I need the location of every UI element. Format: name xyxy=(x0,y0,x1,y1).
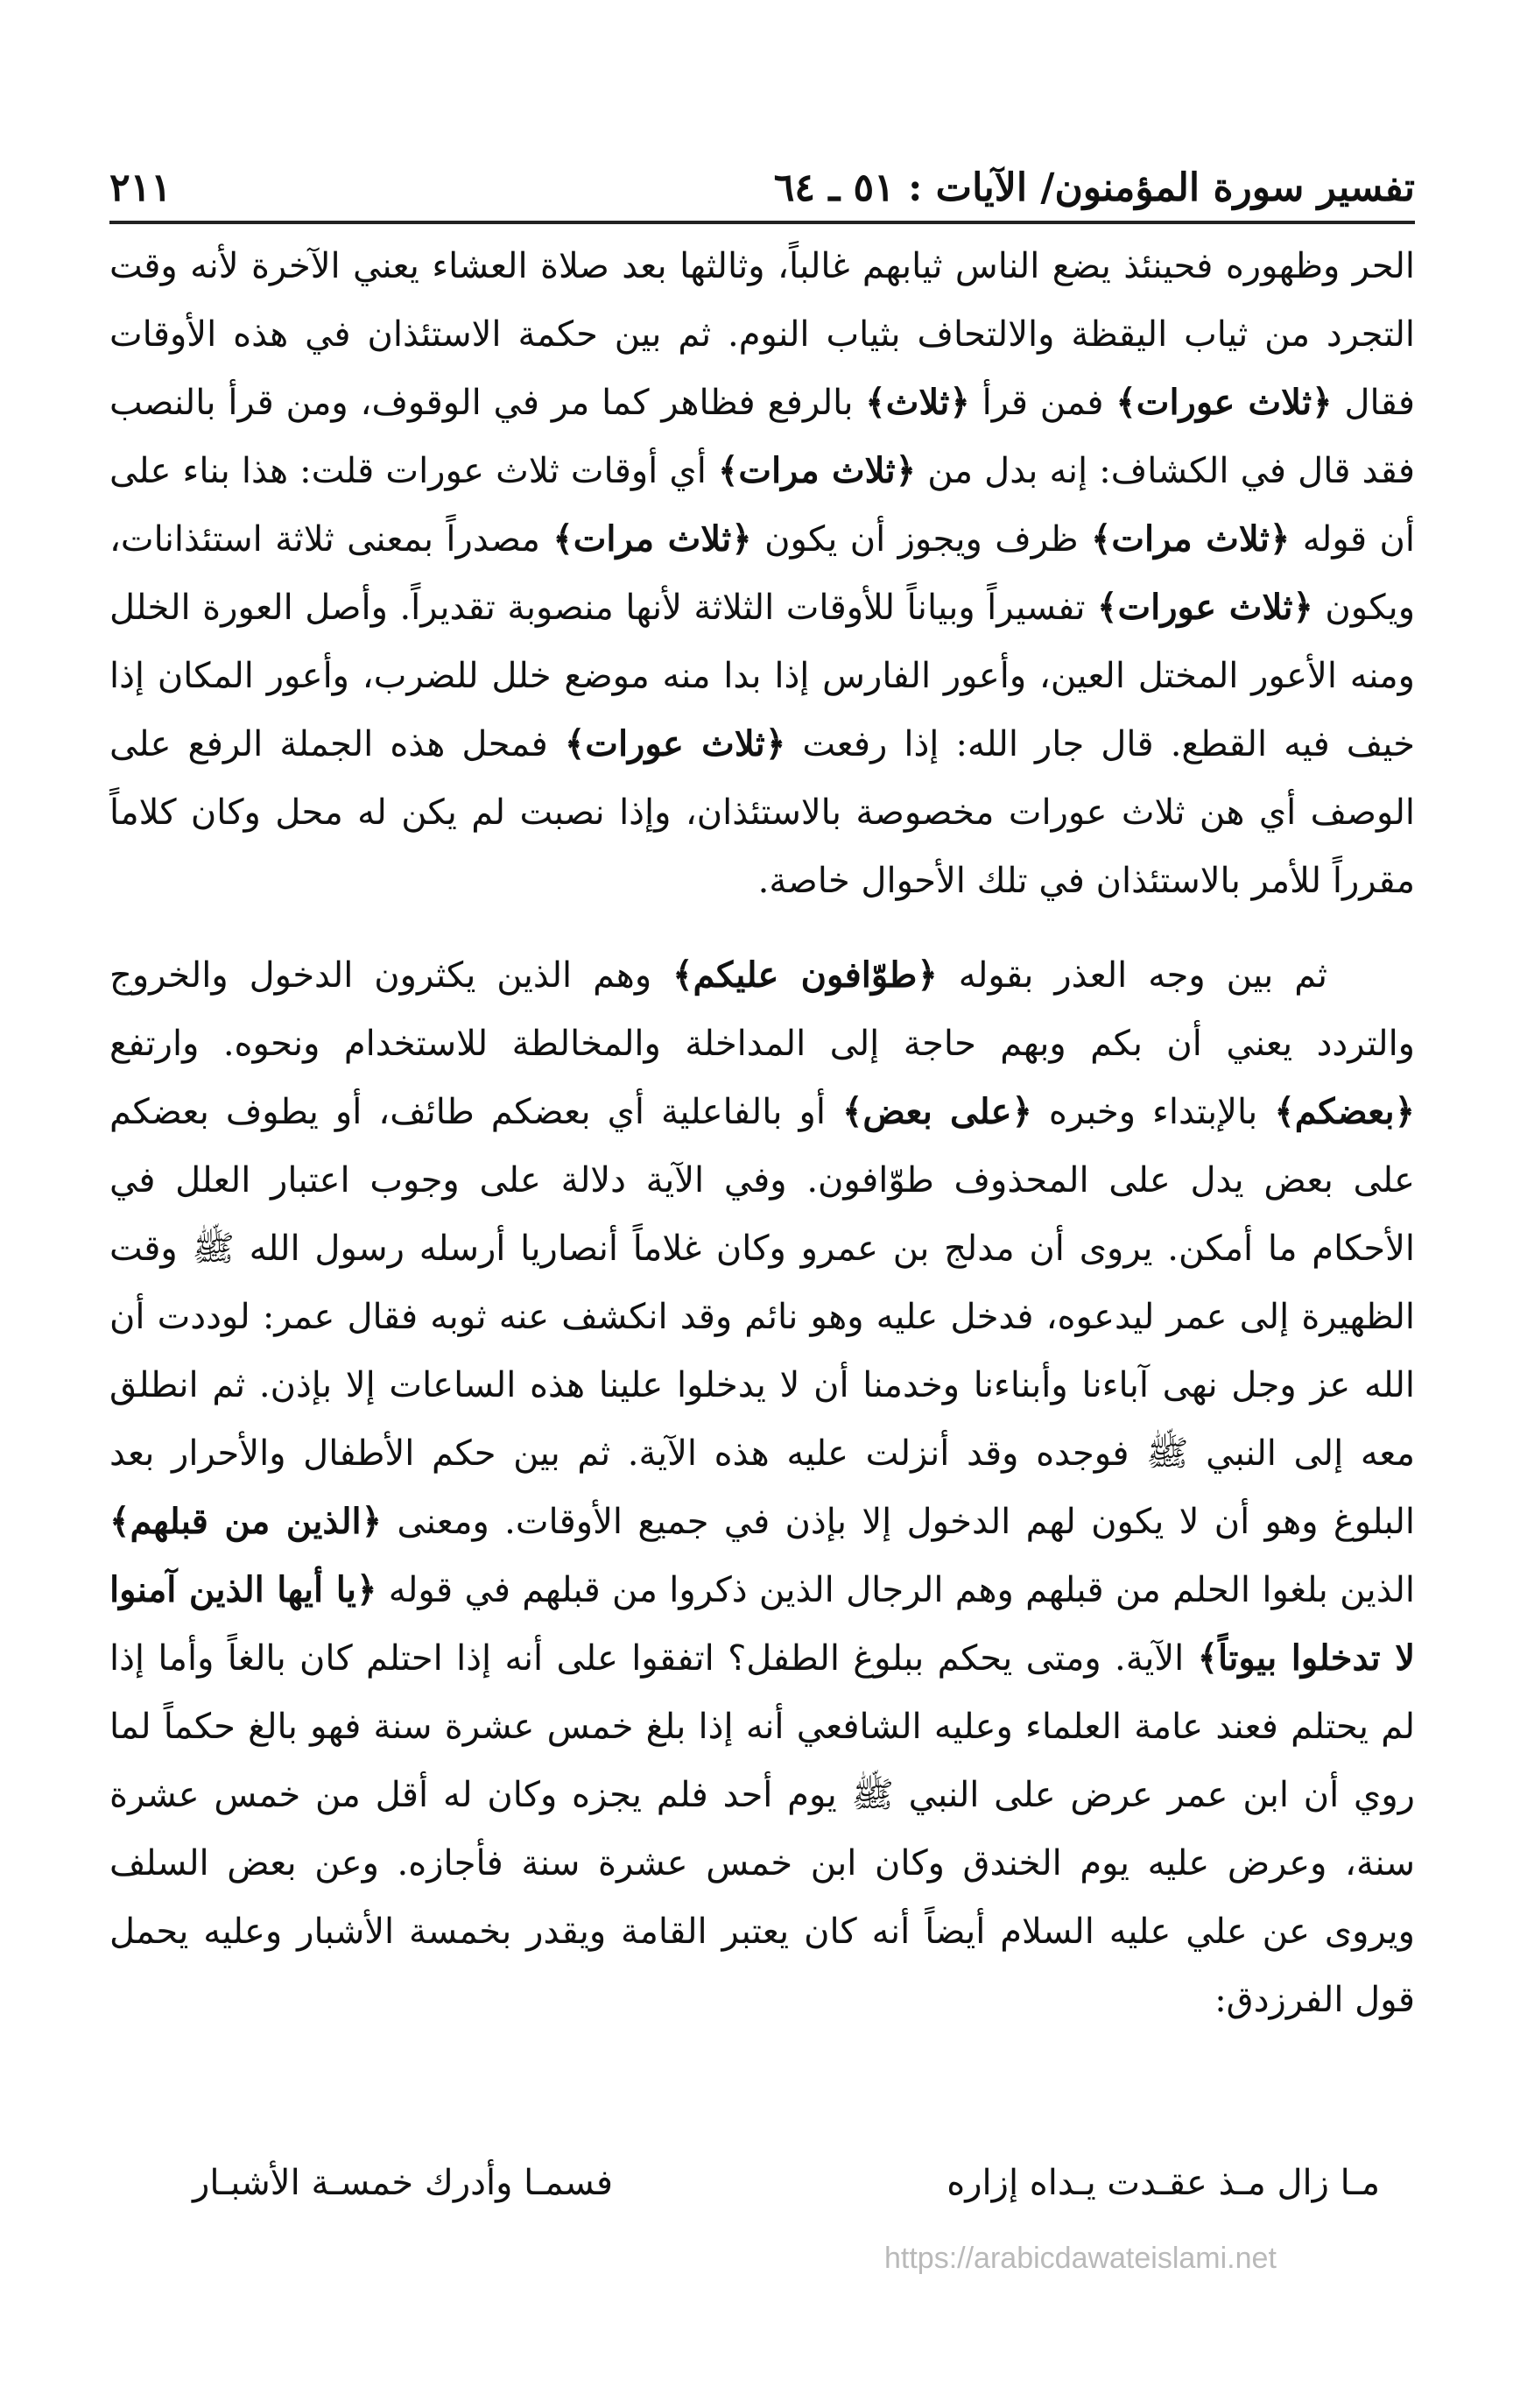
paragraph xyxy=(109,232,1415,915)
verse-left-hemistich: فسمـا وأدرك خمسـة الأشبـار xyxy=(193,2163,613,2203)
quran-quote: ﴿ثلاث مرات﴾ xyxy=(717,450,917,491)
text-run: أي أوقات ثلاث عورات قلت: هذا بناء على أن قوله xyxy=(109,451,1415,560)
quran-quote: ﴿يا أيها الذين آمنوا لا تدخلوا بيوتاً﴾ xyxy=(109,1569,1415,1679)
paragraph xyxy=(109,941,1415,2034)
text-run: وهم الذين يكثرون الدخول والخروج والتردد يعني أن بكم وبهم حاجة إلى المداخلة والمخالطة للاستخدام ونحوه. وارتفع xyxy=(109,955,1415,1064)
page-number: ٢١١ xyxy=(109,165,172,210)
quran-quote: ﴿الذين من قبلهم﴾ xyxy=(109,1501,383,1542)
text-run: أو بالفاعلية أي بعضكم طائف، أو يطوف بعضكم على بعض يدل على المحذوف طوّافون. وفي الآية دلالة على وجوب اعتبار العلل في الأحكام ما أمكن. يروى أن مدلج بن عمرو وكان غلاماً أنصاريا أرسله رسول الله ﷺ وقت الظهيرة إلى عمر ليدعوه، فدخل عليه وهو نائم وقد انكشف عنه ثوبه فقال عمر: لوددت أن الله عز وجل نهى آباءنا وأبناءنا وخدمنا أن لا يدخلوا علينا هذه الساعات إلا بإذن. ثم انطلق معه إلى النبي ﷺ فوجده وقد أنزلت عليه هذه الآية. ثم بين حكم الأطفال والأحرار بعد البلوغ وهو أن لا يكون لهم الدخول إلا بإذن في جميع الأوقات. ومعنى xyxy=(109,1092,1415,1542)
quran-quote: ﴿ثلاث﴾ xyxy=(865,382,970,423)
text-run: الآية. ومتى يحكم ببلوغ الطفل؟ اتفقوا على أنه إذا احتلم كان بالغاً وأما إذا لم يحتلم فعند عامة العلماء وعليه الشافعي أنه إذا بلغ خمس عشرة سنة فهو بالغ حكماً لما روي أن ابن عمر عرض على النبي ﷺ يوم أحد فلم يجزه وكان له أقل من خمس عشرة سنة، وعرض عليه يوم الخندق وكان ابن خمس عشرة سنة فأجازه. وعن بعض السلف ويروى عن علي عليه السلام أيضاً أنه كان يعتبر القامة ويقدر بخمسة الأشبار وعليه يحمل قول الفرزدق: xyxy=(109,1638,1415,2020)
quran-quote: ﴿على بعض﴾ xyxy=(841,1091,1032,1132)
verse-right-hemistich: مـا زال مـذ عقـدت يـداه إزاره xyxy=(946,2163,1380,2203)
page-header xyxy=(109,140,1415,224)
quran-quote: ﴿ثلاث عورات﴾ xyxy=(1097,587,1313,628)
watermark-url: https://arabicdawateislami.net xyxy=(884,2242,1277,2275)
running-title: تفسير سورة المؤمنون/ الآيات : ٥١ ـ ٦٤ xyxy=(773,165,1415,210)
quran-quote: ﴿بعضكم﴾ xyxy=(1274,1091,1416,1132)
text-run: بالرفع فظاهر كما مر في الوقوف، ومن قرأ بالنصب فقد قال في الكشاف: إنه بدل من xyxy=(109,383,1415,491)
text-run: تفسيراً وبياناً للأوقات الثلاثة لأنها منصوبة تقديراً. وأصل العورة الخلل ومنه الأعور المختل العين، وأعور الفارس إذا بدا منه موضع خلل للضرب، وأعور المكان إذا خيف فيه القطع. قال جار الله: إذا رفعت xyxy=(109,588,1415,764)
quran-quote: ﴿ثلاث عورات﴾ xyxy=(564,723,786,764)
quran-quote: ﴿ثلاث عورات﴾ xyxy=(1115,382,1333,423)
text-run: فمن قرأ xyxy=(969,383,1116,423)
text-run: ثم بين وجه العذر بقوله xyxy=(937,955,1327,996)
text-run: الذين بلغوا الحلم من قبلهم وهم الرجال الذين ذكروا من قبلهم في قوله xyxy=(376,1570,1415,1610)
quran-quote: ﴿طوّافون عليكم﴾ xyxy=(672,954,938,996)
text-run: الحر وظهوره فحينئذ يضع الناس ثيابهم غالباً، وثالثها بعد صلاة العشاء يعني الآخرة لأنه وقت التجرد من ثياب اليقظة والالتحاف بثياب النوم. ثم بين حكمة الاستئذان في هذه الأوقات فقال xyxy=(109,246,1415,423)
body-text xyxy=(109,232,1415,2034)
quran-quote: ﴿ثلاث مرات﴾ xyxy=(1090,518,1291,560)
text-run: بالإبتداء وخبره xyxy=(1031,1092,1275,1132)
text-run: ظرف ويجوز أن يكون xyxy=(751,519,1091,560)
poetry-verse xyxy=(193,2163,1380,2203)
text-run: مصدراً بمعنى ثلاثة استئذانات، ويكون xyxy=(109,519,1416,628)
quran-quote: ﴿ثلاث مرات﴾ xyxy=(552,518,752,560)
text-run: فمحل هذه الجملة الرفع على الوصف أي هن ثلاث عورات مخصوصة بالاستئذان، وإذا نصبت لم يكن له محل وكان كلاماً مقرراً للأمر بالاستئذان في تلك الأحوال خاصة. xyxy=(109,724,1415,901)
